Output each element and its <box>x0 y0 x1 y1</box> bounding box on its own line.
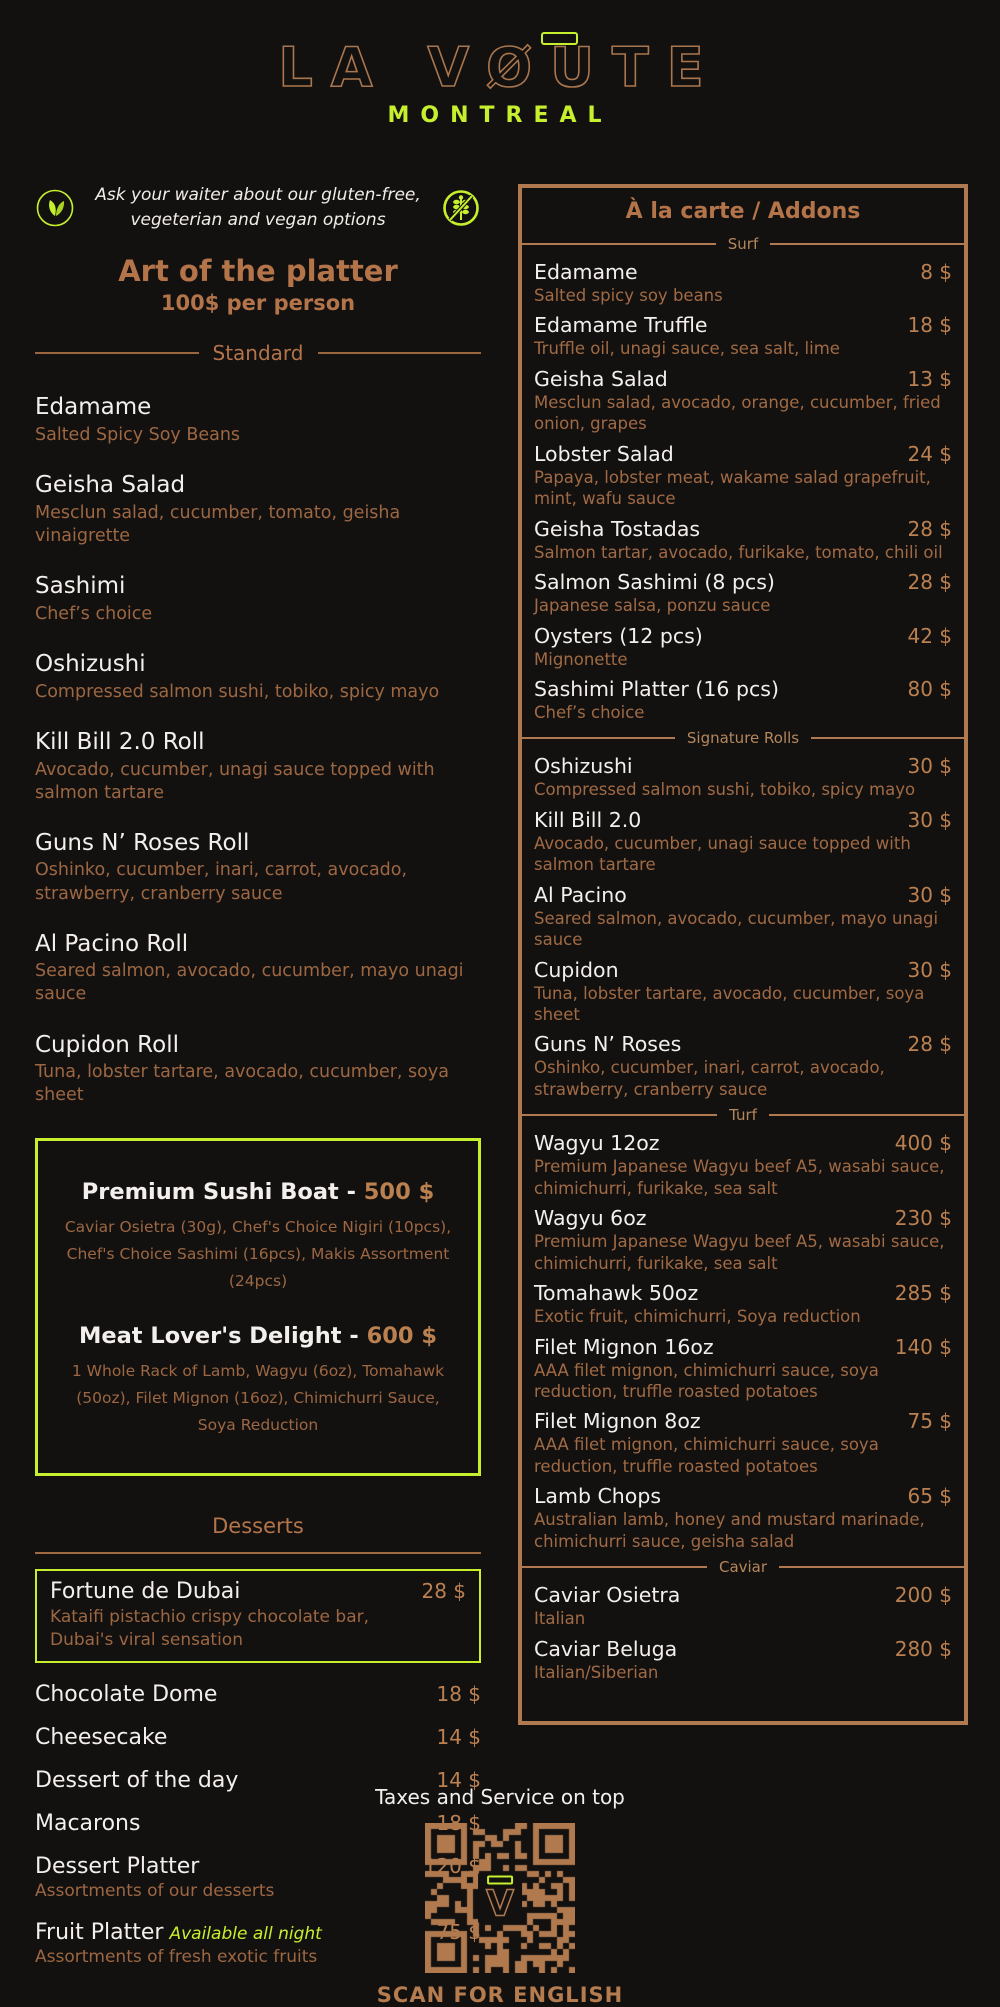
menu-item <box>522 1332 964 1407</box>
menu-item-name: Cupidon Roll <box>35 1031 179 1058</box>
menu-item-desc: AAA filet mignon, chimichurri sauce, soya reduction, truffle roasted potatoes <box>534 1360 879 1401</box>
menu-item-desc: Compressed salmon sushi, tobiko, spicy mayo <box>534 780 916 800</box>
menu-item-price: 200 $ <box>894 1583 952 1608</box>
divider-line <box>770 243 964 245</box>
platter-title: Art of the platter <box>118 254 398 289</box>
menu-item <box>522 1128 964 1203</box>
menu-item-desc: Salted spicy soy beans <box>534 286 723 305</box>
qr-code <box>425 1823 575 1973</box>
alacarte-title: À la carte / Addons <box>625 199 861 224</box>
menu-item-desc: Italian/Siberian <box>534 1662 659 1682</box>
menu-item-price: 13 $ <box>907 366 952 391</box>
menu-item-desc: Assortments of our desserts <box>35 1881 275 1902</box>
platter-price: 100$ per person <box>160 291 356 316</box>
menu-item-price: 30 $ <box>907 882 952 907</box>
left-column <box>35 183 481 1977</box>
brand-name: LA VØUTE <box>278 36 722 99</box>
section-label: Caviar <box>718 1558 768 1577</box>
menu-item-name: Dessert of the day <box>35 1768 239 1794</box>
menu-item-name: Al Pacino <box>534 882 627 907</box>
menu-item <box>522 1203 964 1278</box>
menu-item-desc: Assortments of fresh exotic fruits <box>35 1947 318 1968</box>
scan-for-english-label: SCAN FOR ENGLISH <box>376 1983 624 2007</box>
menu-item-name: Lobster Salad <box>534 441 674 466</box>
menu-item-price: 140 $ <box>894 1334 952 1359</box>
menu-item-name: Guns N’ Roses Roll <box>35 829 250 856</box>
divider-line <box>35 352 199 354</box>
menu-item-desc: Chef’s choice <box>534 702 645 722</box>
menu-item <box>522 1634 964 1687</box>
tax-note: Taxes and Service on top <box>375 1785 625 1809</box>
menu-item <box>522 567 964 620</box>
menu-item-name: Cheesecake <box>35 1725 168 1751</box>
menu-item-desc: Italian <box>534 1609 586 1629</box>
menu-item <box>522 439 964 514</box>
divider-line <box>811 737 964 739</box>
menu-item-name: Guns N’ Roses <box>534 1032 682 1057</box>
menu-item-desc: Salted Spicy Soy Beans <box>35 425 241 446</box>
menu-item-price: 14 $ <box>436 1725 481 1750</box>
menu-item-desc: Tuna, lobster tartare, avocado, cucumber, soya sheet <box>35 1062 449 1106</box>
vegan-leaf-icon <box>35 188 75 228</box>
menu-item-price: 30 $ <box>907 807 952 832</box>
divider-line <box>522 243 716 245</box>
menu-item-desc: Premium Japanese Wagyu beef A5, wasabi sauce, chimichurri, furikake, sea salt <box>534 1157 945 1198</box>
section-divider <box>522 729 964 747</box>
menu-item <box>522 514 964 567</box>
divider-line <box>769 1114 964 1116</box>
menu-item <box>522 310 964 363</box>
section-label: Turf <box>729 1106 757 1125</box>
special-price: 500 $ <box>363 1178 435 1205</box>
menu-item <box>35 1031 481 1108</box>
menu-item <box>522 880 964 955</box>
brand-city: MONTREAL <box>387 102 613 128</box>
divider-line <box>522 737 675 739</box>
special-item <box>64 1323 452 1439</box>
section-label: Signature Rolls <box>686 729 800 748</box>
special-title <box>64 1323 452 1349</box>
divider-line <box>522 1566 707 1568</box>
menu-item-name: Kill Bill 2.0 Roll <box>35 728 205 755</box>
menu-item-name: Fruit Platter Available all night <box>35 1920 322 1946</box>
alacarte-panel <box>518 184 968 1725</box>
menu-item-desc: Exotic fruit, chimichurri, Soya reduction <box>534 1307 861 1327</box>
menu-item-price: 230 $ <box>894 1206 952 1231</box>
menu-item <box>522 1580 964 1633</box>
menu-item <box>522 955 964 1030</box>
menu-item <box>35 471 481 548</box>
menu-item-name: Dessert Platter <box>35 1854 200 1880</box>
menu-item-desc: Australian lamb, honey and mustard marinade, chimichurri sauce, geisha salad <box>534 1510 925 1551</box>
menu-item-name: Oshizushi <box>35 650 146 677</box>
menu-item <box>522 805 964 880</box>
menu-item-name: Wagyu 12oz <box>534 1131 660 1156</box>
section-label: Standard <box>212 341 304 366</box>
menu-item-price: 65 $ <box>907 1484 952 1509</box>
menu-item-desc: Mesclun salad, cucumber, tomato, geisha vinaigrette <box>35 502 401 546</box>
menu-item <box>522 1029 964 1104</box>
menu-item-name: Filet Mignon 16oz <box>534 1334 714 1359</box>
qr-logo-letter: V <box>486 1883 514 1925</box>
menu-item-desc: Premium Japanese Wagyu beef A5, wasabi sauce, chimichurri, furikake, sea salt <box>534 1232 945 1273</box>
menu-item-price: 18 $ <box>436 1682 481 1707</box>
footer <box>0 1785 1000 2007</box>
menu-item-desc: Kataifi pistachio crispy chocolate bar, Dubai's viral sensation <box>50 1607 369 1650</box>
menu-item-price: 28 $ <box>421 1579 466 1604</box>
specials-box <box>35 1138 481 1477</box>
menu-item-name: Kill Bill 2.0 <box>534 807 642 832</box>
menu-item-price: 8 $ <box>920 260 952 284</box>
menu-item <box>35 1716 481 1759</box>
menu-item-price: 14 $ <box>436 1768 481 1793</box>
menu-item-price: 28 $ <box>907 1032 952 1057</box>
menu-item-name: Caviar Osietra <box>534 1583 681 1608</box>
menu-item <box>35 572 481 626</box>
menu-item-name: Geisha Tostadas <box>534 516 701 541</box>
menu-item-desc: Mesclun salad, avocado, orange, cucumber, fried onion, grapes <box>534 392 941 434</box>
section-divider <box>522 1558 964 1576</box>
dietary-note: Ask your waiter about our gluten-free, vegeterian and vegan options <box>95 185 421 230</box>
special-title <box>64 1179 452 1205</box>
menu-item <box>522 621 964 674</box>
menu-item-name: Geisha Salad <box>35 472 186 499</box>
special-price: 600 $ <box>366 1322 438 1349</box>
menu-item-desc: Seared salmon, avocado, cucumber, mayo unagi sauce <box>534 908 939 950</box>
menu-item-name: Chocolate Dome <box>35 1682 218 1708</box>
desserts-heading: Desserts <box>212 1514 304 1539</box>
menu-item-price: 24 $ <box>907 441 952 466</box>
menu-item <box>35 1673 481 1716</box>
menu-item-name: Oysters (12 pcs) <box>534 623 703 648</box>
menu-item-desc: Chef’s choice <box>35 603 153 624</box>
divider-line <box>522 1114 717 1116</box>
menu-item-desc: Salmon tartar, avocado, furikake, tomato, chili oil <box>534 542 943 562</box>
special-name: Premium Sushi Boat - <box>81 1178 356 1205</box>
menu-item-desc: Compressed salmon sushi, tobiko, spicy mayo <box>35 681 440 702</box>
menu-item-price: 30 $ <box>907 957 952 982</box>
menu-item <box>35 728 481 805</box>
menu-item-name: Geisha Salad <box>534 366 668 391</box>
menu-item <box>35 930 481 1007</box>
section-divider <box>522 235 964 253</box>
brand-logo <box>0 36 1000 128</box>
menu-item-desc: Oshinko, cucumber, inari, carrot, avocado, strawberry, cranberry sauce <box>35 860 408 904</box>
menu-item-name: Fortune de Dubai <box>50 1579 241 1605</box>
menu-item-desc: Avocado, cucumber, unagi sauce topped with salmon tartare <box>35 759 435 803</box>
menu-item-name: Sashimi Platter (16 pcs) <box>534 676 779 701</box>
gluten-free-icon <box>441 188 481 228</box>
alacarte-body <box>522 235 964 1687</box>
qr-center-logo <box>478 1874 522 1923</box>
menu-item-name: Edamame Truffle <box>534 313 708 338</box>
special-item <box>64 1179 452 1295</box>
menu-item <box>35 650 481 704</box>
section-label: Surf <box>727 235 759 253</box>
menu-item-name: Cupidon <box>534 957 619 982</box>
menu-item <box>522 257 964 310</box>
menu-item-price: 18 $ <box>907 313 952 338</box>
menu-item-price: 75 $ <box>907 1409 952 1434</box>
menu-item-price: 30 $ <box>907 754 952 779</box>
special-name: Meat Lover's Delight - <box>78 1322 359 1349</box>
divider-line <box>779 1566 964 1568</box>
menu-item-desc: Japanese salsa, ponzu sauce <box>534 596 771 616</box>
menu-item-price: 80 $ <box>907 676 952 701</box>
menu-item-name: Sashimi <box>35 573 126 600</box>
menu-item <box>35 393 481 447</box>
dietary-note-row <box>35 183 481 232</box>
menu-item-desc: Oshinko, cucumber, inari, carrot, avocado, strawberry, cranberry sauce <box>534 1058 885 1099</box>
menu-item-name: Edamame <box>35 394 152 421</box>
menu-item-desc: Mignonette <box>534 649 628 669</box>
menu-item-name: Al Pacino Roll <box>35 930 189 957</box>
menu-item-price: 28 $ <box>907 516 952 541</box>
menu-item <box>522 1278 964 1331</box>
menu-item-price: 42 $ <box>907 623 952 648</box>
menu-item-desc: Papaya, lobster meat, wakame salad grapefruit, mint, wafu sauce <box>534 467 931 509</box>
menu-item-name: Caviar Beluga <box>534 1636 678 1661</box>
menu-item-name: Salmon Sashimi (8 pcs) <box>534 570 775 595</box>
menu-item-price: 400 $ <box>894 1131 952 1156</box>
menu-item-desc: Seared salmon, avocado, cucumber, mayo unagi sauce <box>35 961 464 1005</box>
menu-item-name: Wagyu 6oz <box>534 1206 647 1231</box>
menu-item <box>522 751 964 804</box>
menu-item-name: Tomahawk 50oz <box>534 1281 699 1306</box>
menu-item <box>522 364 964 439</box>
menu-item-name: Macarons <box>35 1811 141 1837</box>
standard-items-list <box>35 393 481 1107</box>
menu-item-desc: Truffle oil, unagi sauce, sea salt, lime <box>534 339 840 359</box>
menu-item <box>522 1481 964 1556</box>
menu-item-name: Lamb Chops <box>534 1484 662 1509</box>
menu-item-name: Edamame <box>534 260 638 284</box>
section-divider <box>522 1106 964 1124</box>
divider-line <box>318 352 482 354</box>
logo-macron-accent <box>541 32 578 45</box>
menu-item-name: Oshizushi <box>534 754 633 779</box>
menu-item <box>522 1406 964 1481</box>
featured-dessert-box <box>35 1569 481 1663</box>
special-desc: Caviar Osietra (30g), Chef's Choice Nigiri (10pcs), Chef's Choice Sashimi (16pcs), Makis Assortment (24pcs) <box>64 1217 452 1290</box>
menu-item-desc: Tuna, lobster tartare, avocado, cucumber, soya sheet <box>534 983 925 1024</box>
menu-item <box>35 829 481 906</box>
menu-item-price: 28 $ <box>907 570 952 595</box>
featured-dessert-row <box>50 1579 466 1604</box>
menu-item-desc: AAA filet mignon, chimichurri sauce, soya reduction, truffle roasted potatoes <box>534 1435 879 1476</box>
menu-item-price: 280 $ <box>894 1636 952 1661</box>
special-desc: 1 Whole Rack of Lamb, Wagyu (6oz), Tomahawk (50oz), Filet Mignon (16oz), Chimichurri Sauce, Soya Reduction <box>71 1361 445 1435</box>
desserts-rule <box>35 1552 481 1554</box>
availability-note: Available all night <box>169 1924 322 1945</box>
standard-section-divider <box>35 341 481 365</box>
menu-item-price: 285 $ <box>894 1281 952 1306</box>
menu-item-name: Filet Mignon 8oz <box>534 1409 701 1434</box>
menu-item <box>522 674 964 727</box>
menu-item-desc: Avocado, cucumber, unagi sauce topped with salmon tartare <box>534 833 911 875</box>
